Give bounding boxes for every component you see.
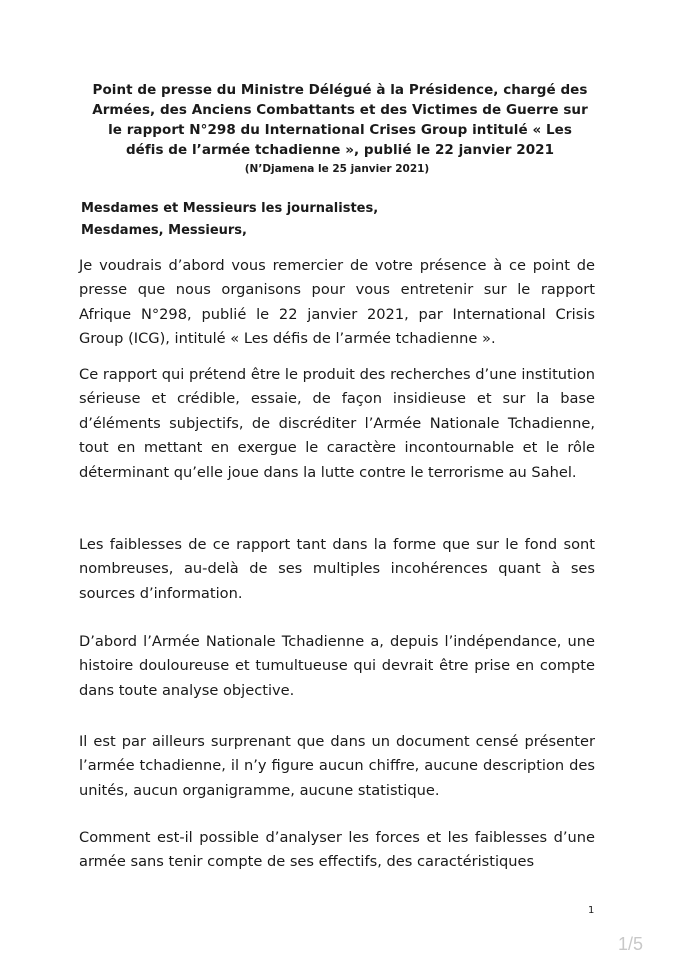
salutation-line-1: Mesdames et Messieurs les journalistes, [81, 201, 379, 216]
page-number: 1 [588, 905, 595, 916]
paragraph-1: Je voudrais d’abord vous remercier de votre présence à ce point de presse que nous organisons pour vous entretenir sur le rapport Afrique N°298, publié le 22 janvier 2021, par International Crisis Group (ICG), intitulé « Les défis de l’armée tchadienne ». [79, 257, 595, 348]
paragraph-5: Il est par ailleurs surprenant que dans un document censé présenter l’armée tchadienne, il n’y figure aucun chiffre, aucune description des unités, aucun organigramme, aucune statistique. [79, 733, 595, 799]
paragraph-4: D’abord l’Armée Nationale Tchadienne a, depuis l’indépendance, une histoire douloureuse et tumultueuse qui devrait être prise en compte dans toute analyse objective. [79, 633, 595, 699]
paragraph-2: Ce rapport qui prétend être le produit des recherches d’une institution sérieuse et crédible, essaie, de façon insidieuse et sur la base d’éléments subjectifs, de discréditer l’Armée Nationale Tchadienne, tout en mettant en exergue le caractère incontournable et le rôle déterminant qu’elle joue dans la lutte contre le terrorisme au Sahel. [79, 366, 595, 481]
salutation [81, 198, 378, 242]
document-title: Point de presse du Ministre Délégué à la Présidence, chargé des Armées, des Anciens Combattants et des Victimes de Guerre sur le rapport N°298 du International Crises Group intitulé « Les défis de l’armée tchadienne », publié le 22 janvier 2021 [92, 82, 588, 158]
viewer-page-counter: 1/5 [618, 934, 644, 954]
salutation-line-2: Mesdames, Messieurs, [81, 223, 247, 238]
paragraph-3: Les faiblesses de ce rapport tant dans la forme que sur le fond sont nombreuses, au-delà de ses multiples incohérences quant à ses sources d’information. [79, 536, 595, 602]
dateline: (N’Djamena le 25 janvier 2021) [244, 163, 430, 175]
paragraph-6: Comment est-il possible d’analyser les forces et les faiblesses d’une armée sans tenir compte de ses effectifs, des caractéristiques [79, 829, 595, 871]
